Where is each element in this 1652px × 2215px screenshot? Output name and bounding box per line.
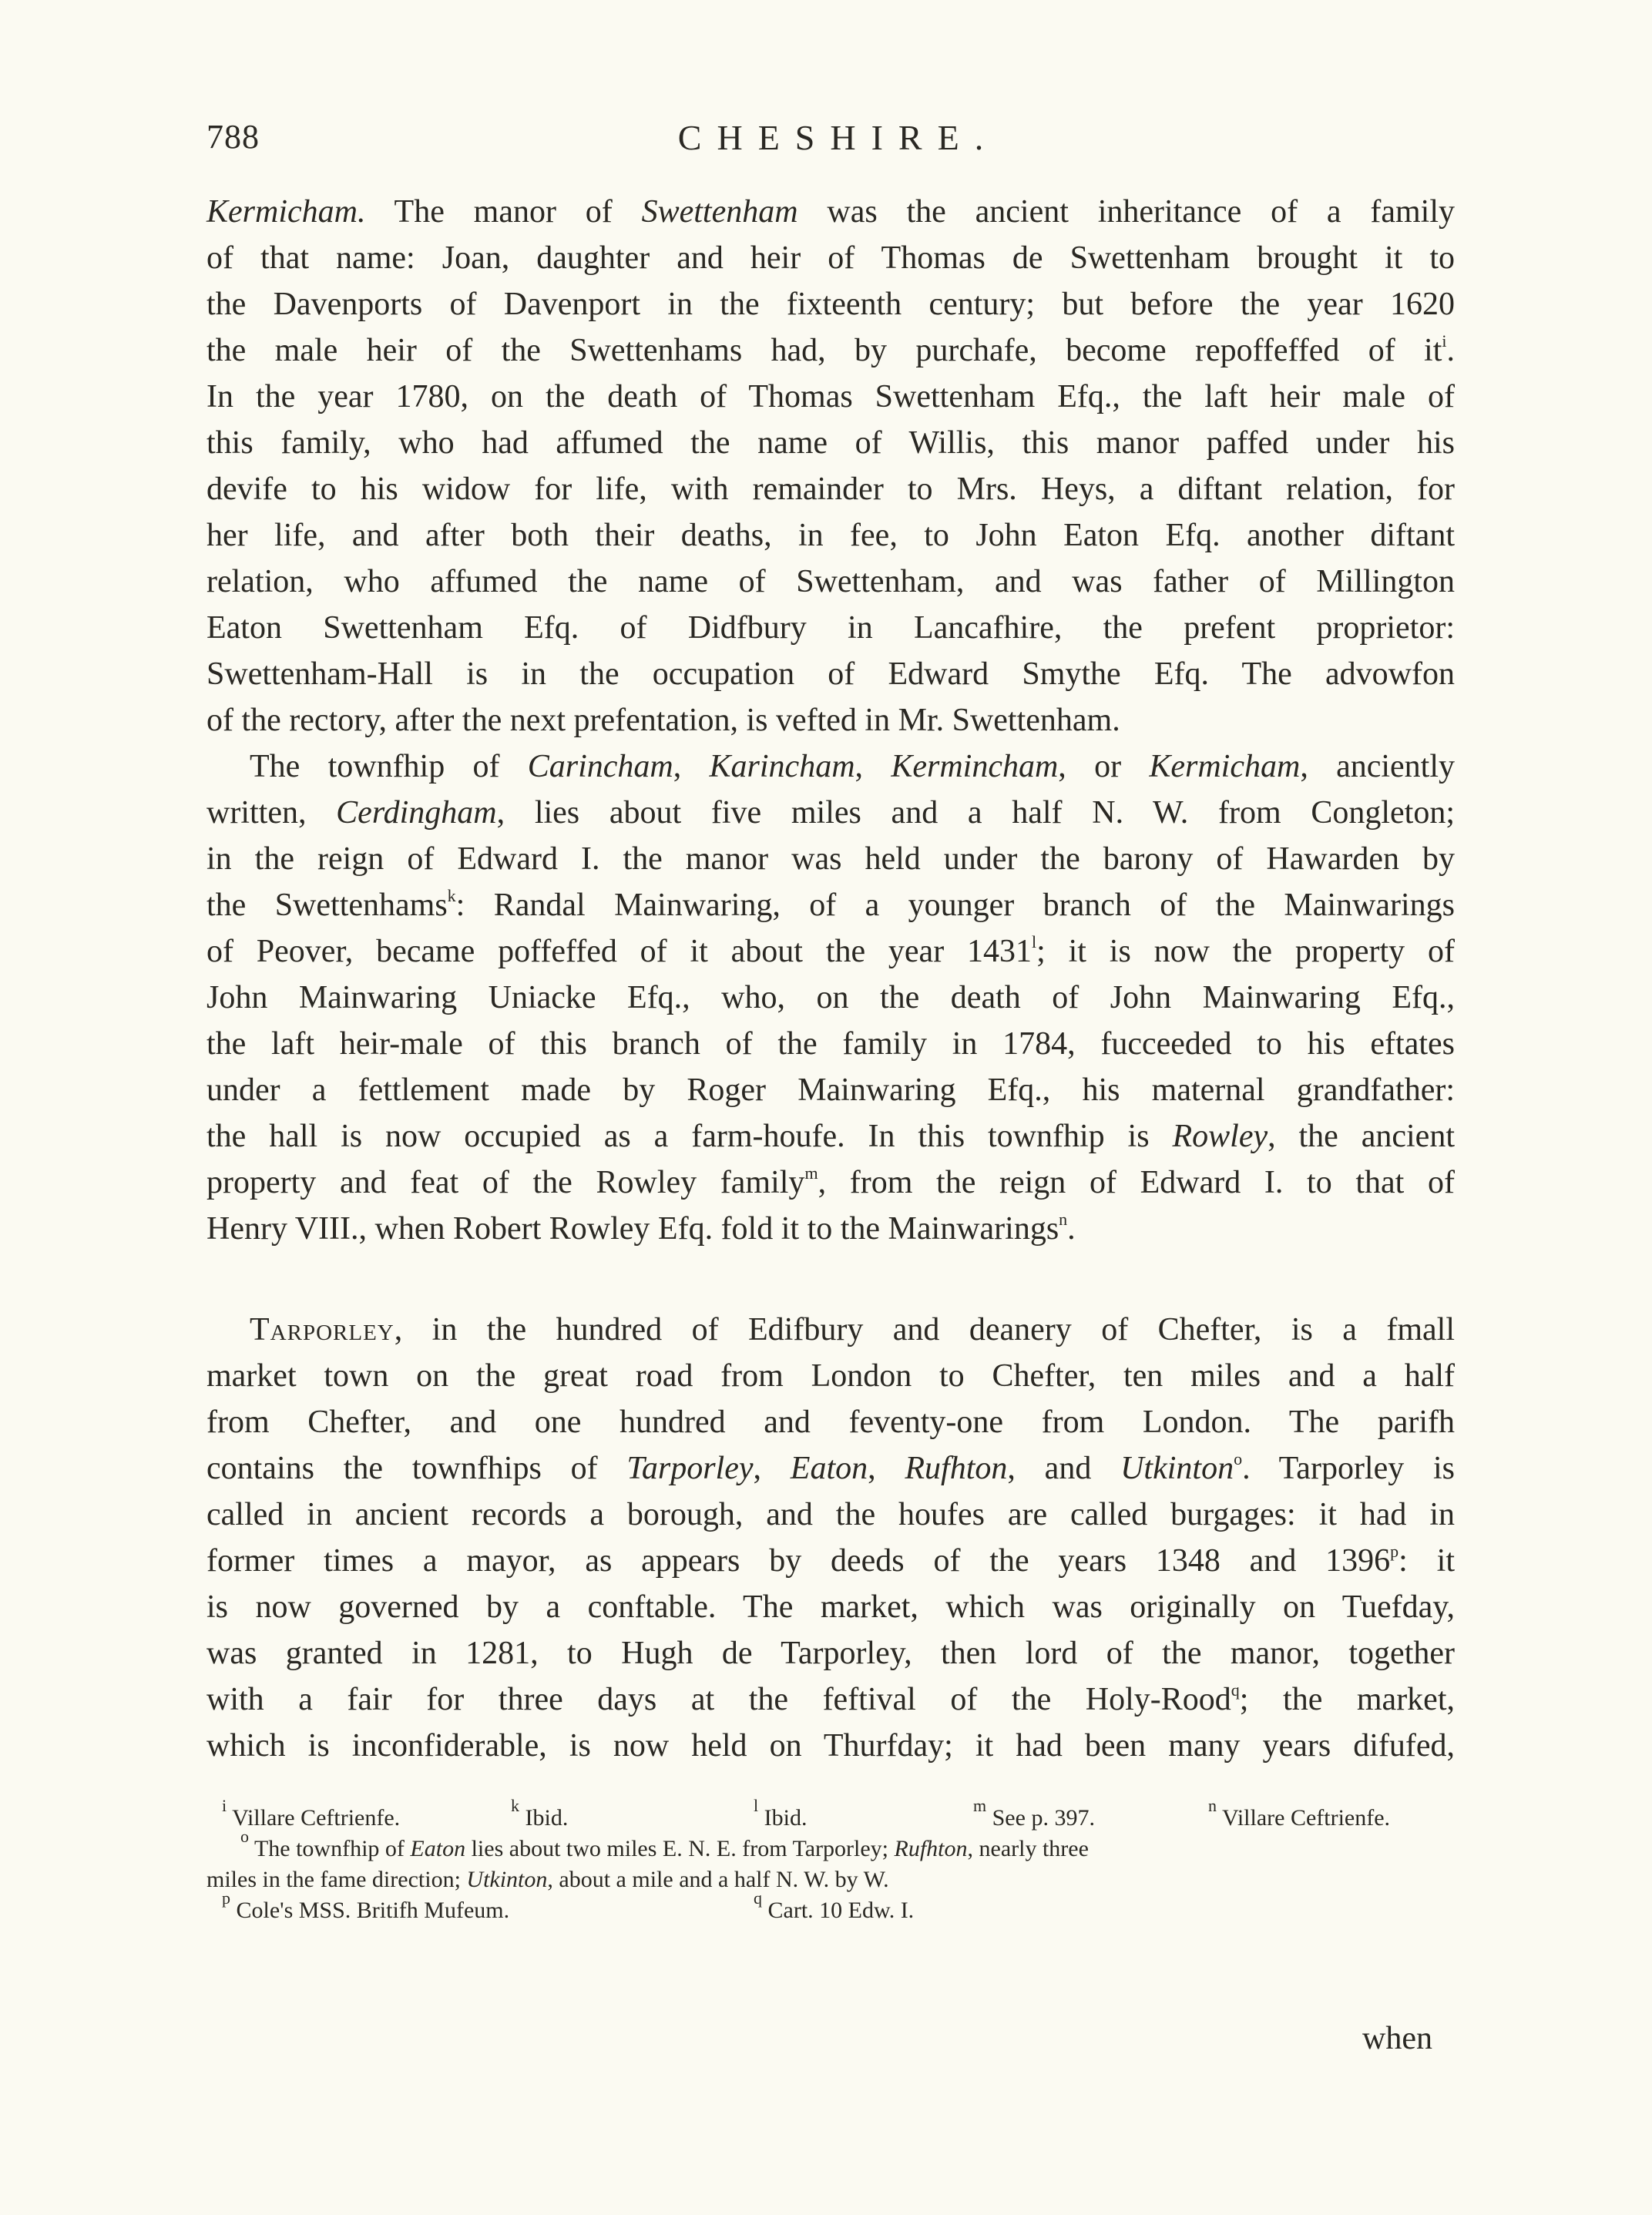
- text-line: Swettenham-Hall is in the occupation of Edward Smythe Efq. The advowfon: [206, 656, 1455, 692]
- text-line: Tarporley, in the hundred of Edifbury and deanery of Chefter, is a fmall: [250, 1312, 1455, 1347]
- footnote-i: $^i$ Villare Ceftrienfe.: [222, 1796, 401, 1831]
- footnote-p: $^p$ Cole's MSS. Britifh Mufeum.: [222, 1888, 510, 1923]
- text-line: Eaton Swettenham Efq. of Didfbury in Lancafhire, the prefent proprietor:: [206, 610, 1455, 646]
- catchword: when: [1362, 2021, 1432, 2056]
- text-line: devife to his widow for life, with remainder to Mrs. Heys, a diftant relation, for: [206, 472, 1455, 507]
- text-line: of the rectory, after the next prefentation, is vefted in Mr. Swettenham.: [206, 703, 1120, 738]
- text-line: Henry VIII., when Robert Rowley Efq. fold it to the Mainwarings$^n$.: [206, 1210, 1076, 1247]
- text-line: the male heir of the Swettenhams had, by purchafe, become repoffeffed of $it^i$.: [206, 331, 1455, 368]
- text-line: Kermicham. The manor of Swettenham was the ancient inheritance of a family: [206, 194, 1456, 230]
- paragraph-carincham: [206, 743, 1455, 1252]
- footnote-o-continued: miles in the fame direction; Utkinton, about a mile and a half N. W. by W.: [206, 1867, 889, 1892]
- footnote-n: $^n$ Villare Ceftrienfe.: [1208, 1796, 1391, 1831]
- text-line: property and feat of the Rowley family$^m$, from the reign of Edward I. to that of: [206, 1163, 1455, 1200]
- text-line: relation, who affumed the name of Swettenham, and was father of Millington: [206, 564, 1455, 599]
- footnote-k: $^k$ Ibid.: [511, 1796, 569, 1831]
- text-line: In the year 1780, on the death of Thomas Swettenham Efq., the laft heir male of: [206, 379, 1455, 414]
- footnote-q: $^q$ Cart. 10 Edw. I.: [754, 1888, 915, 1923]
- text-line: is now governed by a conftable. The market, which was originally on Tuefday,: [206, 1589, 1455, 1625]
- text-line: the Swettenhams$^k$: Randal Mainwaring, of a younger branch of the Mainwarings: [206, 886, 1455, 923]
- paragraph-tarporley: [206, 1307, 1455, 1769]
- text-line: was granted in 1281, to Hugh de Tarporley, then lord of the manor, together: [206, 1636, 1455, 1671]
- text-line: the laft heir-male of this branch of the family in 1784, fucceeded to his eftates: [206, 1026, 1455, 1062]
- text-line: with a fair for three days at the feftival of the Holy-Rood$^q$; the market,: [206, 1680, 1455, 1717]
- text-line: in the reign of Edward I. the manor was held under the barony of Hawarden by: [206, 841, 1455, 877]
- page-number: 788: [206, 118, 260, 156]
- text-line: her life, and after both their deaths, in fee, to John Eaton Efq. another diftant: [206, 518, 1455, 553]
- paragraph-swettenham: [206, 189, 1455, 743]
- page-header: [206, 117, 1455, 163]
- text-line: John Mainwaring Uniacke Efq., who, on the death of John Mainwaring Efq.,: [206, 980, 1455, 1015]
- footnote-row: [206, 1796, 1455, 1834]
- running-title: CHESHIRE.: [677, 118, 999, 157]
- footnote-row: [206, 1888, 1455, 1926]
- footnote-l: $^l$ Ibid.: [754, 1796, 808, 1831]
- text-line: under a fettlement made by Roger Mainwaring Efq., his maternal grandfather:: [206, 1072, 1455, 1108]
- text-line: which is inconfiderable, is now held on Thurfday; it had been many years difufed,: [206, 1728, 1455, 1764]
- footnotes: [206, 1796, 1455, 1926]
- text-line: The townfhip of Carincham, Karincham, Kermincham, or Kermicham, anciently: [250, 749, 1456, 784]
- footnote-m: $^m$ See p. 397.: [973, 1796, 1095, 1831]
- footnote-o: $^o$ The townfhip of Eaton lies about two miles E. N. E. from Tarporley; Rufhton, nearly three: [240, 1827, 1089, 1861]
- text-line: contains the townfhips of Tarporley, Eaton, Rufhton, and Utkinton$^o$. Tarporley is: [206, 1449, 1456, 1486]
- text-line: of that name: Joan, daughter and heir of Thomas de Swettenham brought it to: [206, 240, 1455, 276]
- text-line: this family, who had affumed the name of Willis, this manor paffed under his: [206, 425, 1455, 461]
- text-line: from Chefter, and one hundred and feventy-one from London. The parifh: [206, 1405, 1455, 1440]
- text-line: former times a mayor, as appears by deeds of the years 1348 and 1396$^p$: it: [206, 1542, 1455, 1579]
- text-line: the Davenports of Davenport in the fixteenth century; but before the year 1620: [206, 287, 1455, 322]
- text-line: written, Cerdingham, lies about five miles and a half N. W. from Congleton;: [206, 795, 1455, 831]
- text-line: market town on the great road from London to Chefter, ten miles and a half: [206, 1358, 1455, 1394]
- text-line: the hall is now occupied as a farm-houfe. In this townfhip is Rowley, the ancient: [206, 1119, 1455, 1154]
- text-line: of Peover, became poffeffed of it about the year 1431$^l$; it is now the property of: [206, 932, 1455, 969]
- text-line: called in ancient records a borough, and the houfes are called burgages: it had in: [206, 1497, 1455, 1532]
